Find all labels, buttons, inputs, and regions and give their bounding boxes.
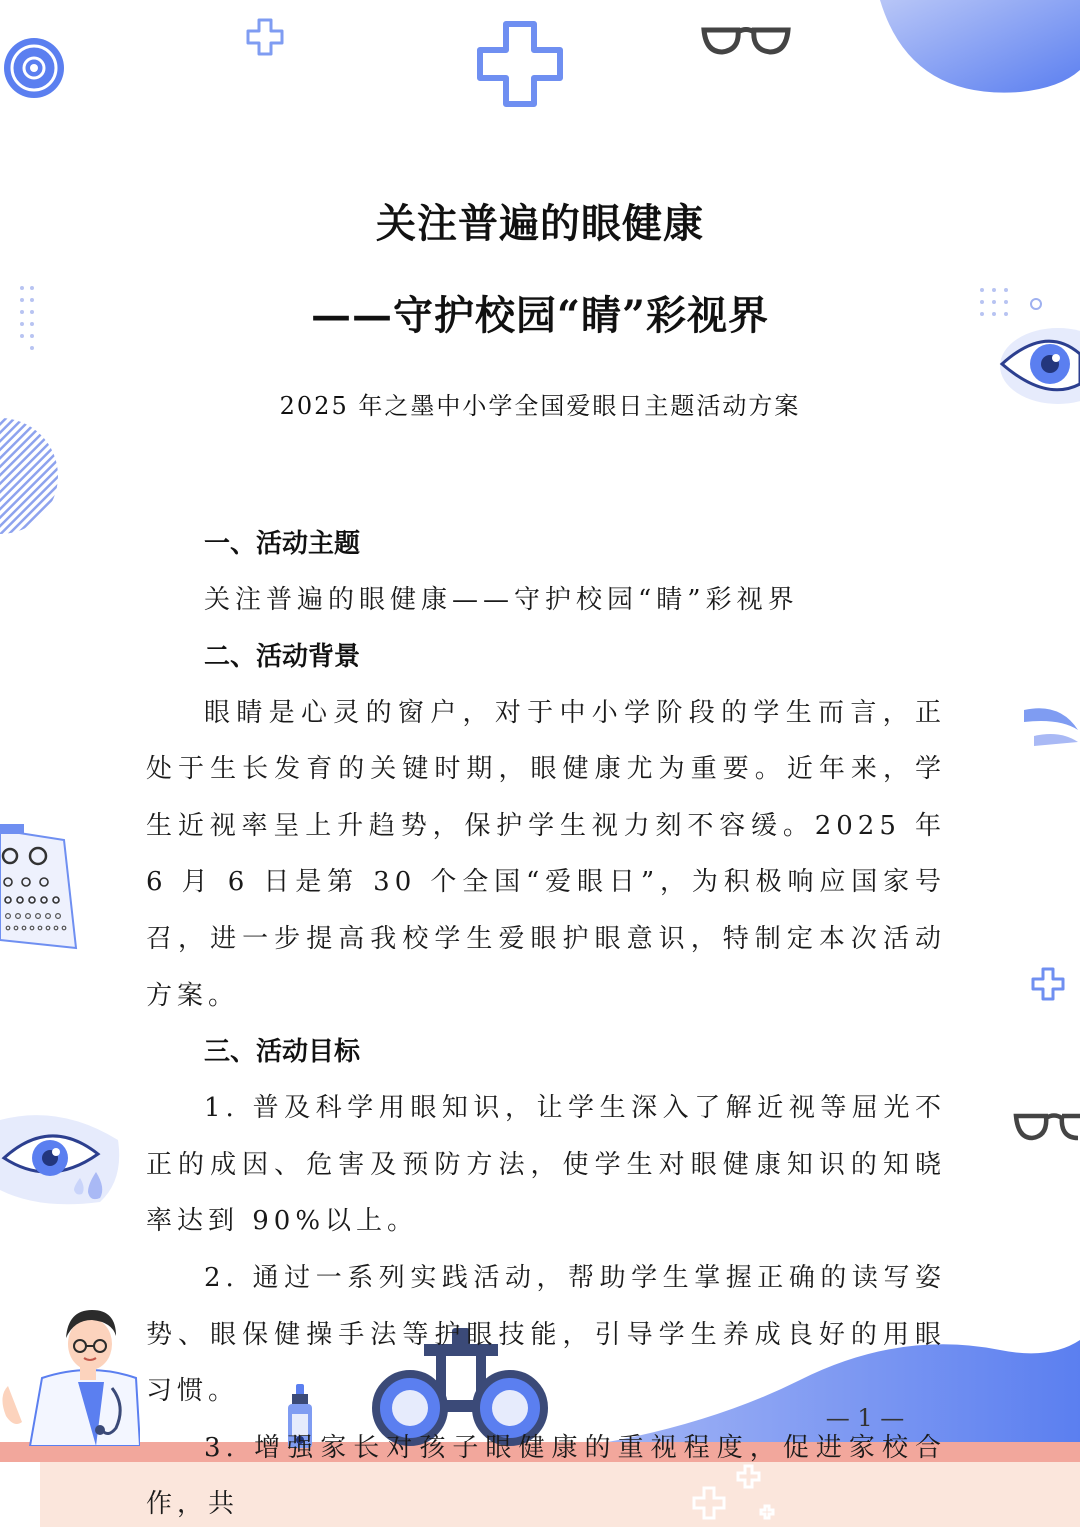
section-heading: 二、活动背景 xyxy=(204,641,361,672)
eye-chart-icon xyxy=(0,824,80,956)
section-heading: 三、活动目标 xyxy=(204,1037,361,1068)
document-body xyxy=(146,516,946,1533)
doctor-illustration xyxy=(0,1306,140,1446)
crying-eye-icon xyxy=(0,1110,124,1210)
paragraph: 2. 通过一系列实践活动，帮助学生掌握正确的读写姿势、眼保健操手法等护眼技能，引导学生养成良好的用眼习惯。 xyxy=(146,1262,946,1407)
paragraph: 1. 普及科学用眼知识，让学生深入了解近视等屈光不正的成因、危害及预防方法，使学生对眼健康知识的知晓率达到 90%以上。 xyxy=(146,1093,946,1237)
cross-icon xyxy=(1030,966,1066,1002)
cross-icon xyxy=(474,18,566,110)
section-heading: 一、活动主题 xyxy=(204,529,361,559)
wave-icon xyxy=(1020,700,1080,752)
cross-icon xyxy=(244,16,286,58)
paragraph: 3. 增强家长对孩子眼健康的重视程度，促进家校合作，共 xyxy=(146,1432,946,1520)
paragraph: 眼睛是心灵的窗户，对于中小学阶段的学生而言，正处于生长发育的关键时期，眼健康尤为重要。近年来，学生近视率呈上升趋势，保护学生视力刻不容缓。2025 年 6 月 6 日是第 30 个全国“爱眼日”，为积极响应国家号召，进一步提高我校学生爱眼护眼意识，特制定本次活动方案。 xyxy=(146,697,946,1011)
document-subtitle-line: ——守护校园“睛”彩视界 xyxy=(310,292,769,339)
glasses-icon xyxy=(1012,1108,1080,1144)
striped-circle xyxy=(0,414,60,538)
document-title: 关注普遍的眼健康 xyxy=(376,200,704,247)
paragraph: 关注普遍的眼健康——守护校园“睛”彩视界 xyxy=(204,585,799,615)
plan-subtitle: 2025 年之墨中小学全国爱眼日主题活动方案 xyxy=(279,392,801,420)
glasses-icon xyxy=(700,22,792,58)
top-right-blob xyxy=(870,0,1080,100)
page-number: — 1 — xyxy=(825,1404,905,1432)
eye-badge-icon xyxy=(0,34,68,102)
